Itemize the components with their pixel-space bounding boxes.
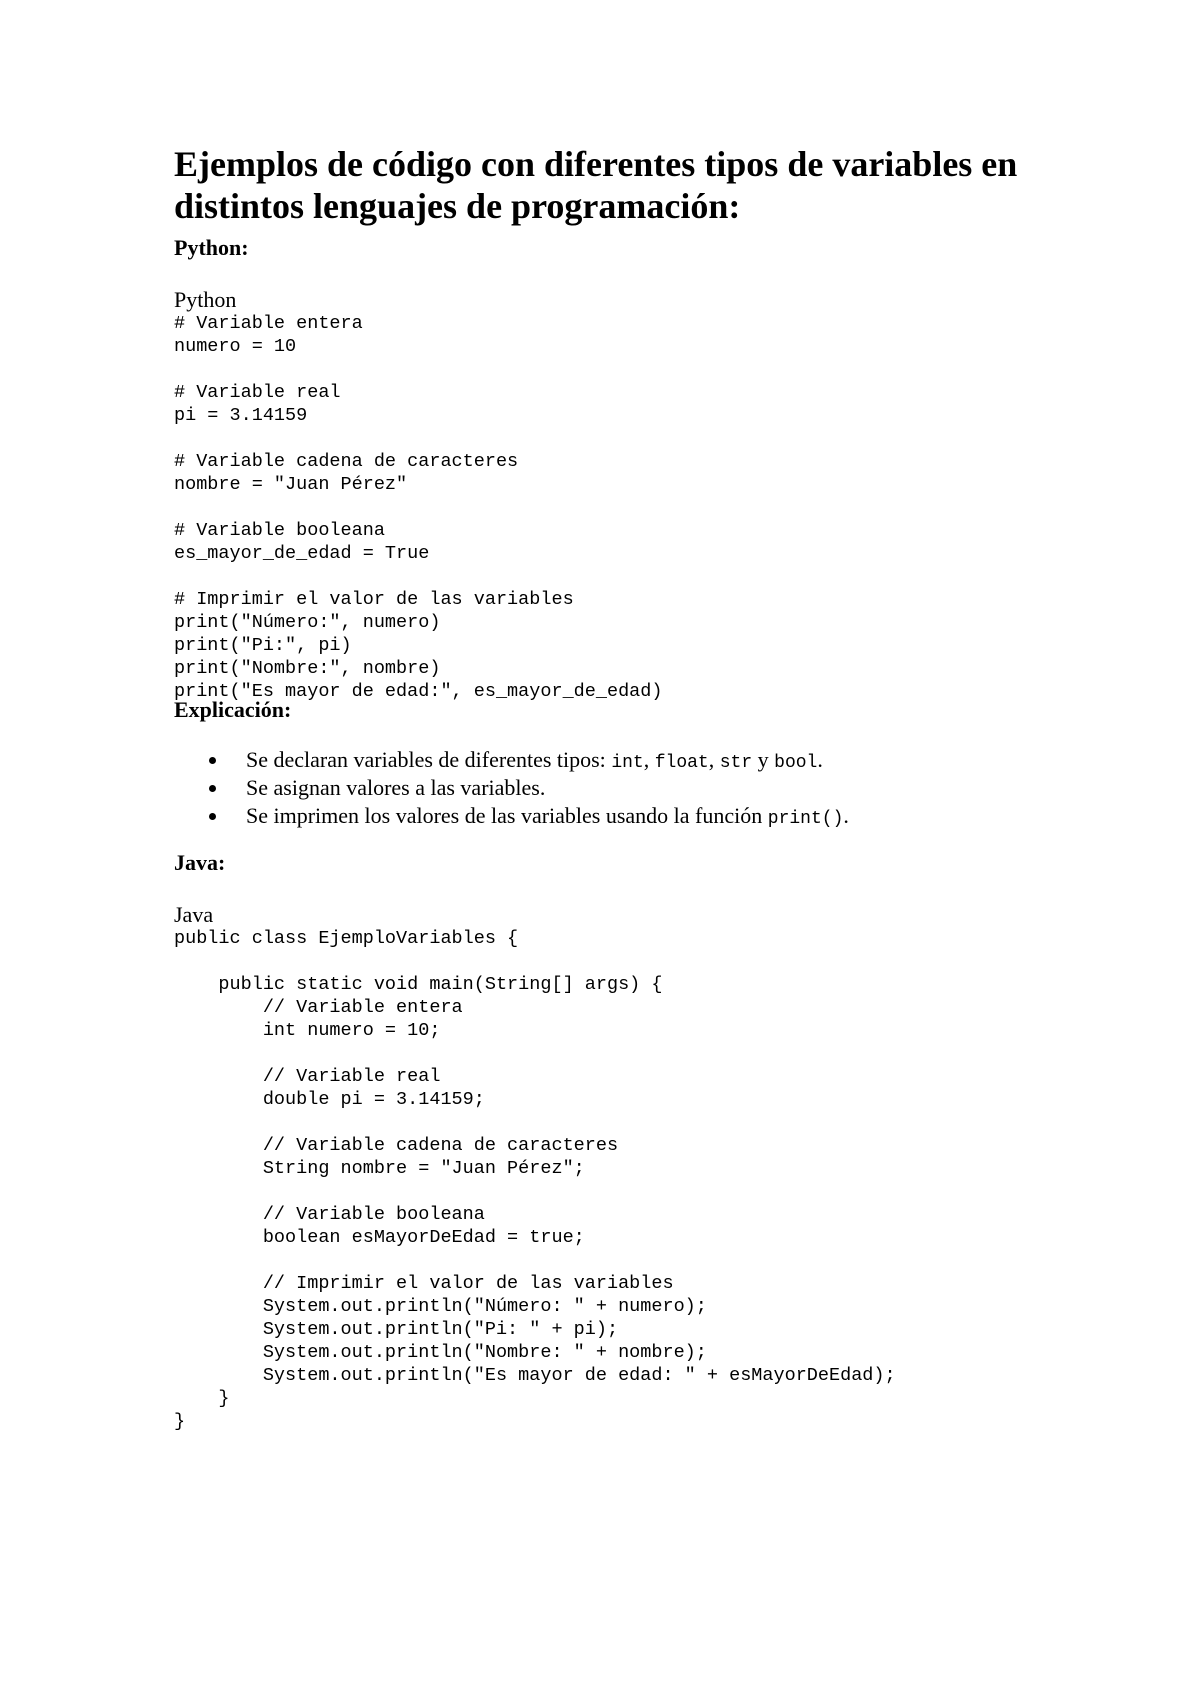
bullet-text: , bbox=[643, 747, 655, 772]
explicacion-heading: Explicación: bbox=[174, 697, 292, 722]
python-code-line: pi = 3.14159 bbox=[174, 405, 308, 426]
bullet-icon bbox=[209, 757, 216, 764]
python-heading: Python: bbox=[174, 235, 249, 260]
python-code-line: print("Número:", numero) bbox=[174, 612, 441, 633]
java-code-line: // Variable entera bbox=[174, 997, 463, 1018]
java-code-line: System.out.println("Nombre: " + nombre); bbox=[174, 1342, 707, 1363]
java-code-block bbox=[174, 927, 896, 1433]
bullet-text: Se asignan valores a las variables. bbox=[246, 775, 546, 800]
java-code-line: System.out.println("Es mayor de edad: " + esMayorDeEdad); bbox=[174, 1365, 896, 1386]
explicacion-list bbox=[174, 746, 849, 830]
python-code-line: # Variable booleana bbox=[174, 520, 385, 541]
java-code-line: int numero = 10; bbox=[174, 1020, 441, 1041]
page-title: Ejemplos de código con diferentes tipos de variables en distintos lenguajes de programación: bbox=[174, 144, 1018, 226]
python-code-line: nombre = "Juan Pérez" bbox=[174, 474, 408, 495]
python-code-line: # Imprimir el valor de las variables bbox=[174, 589, 574, 610]
bullet-text: . bbox=[817, 747, 823, 772]
explicacion-list-item bbox=[174, 774, 849, 802]
java-code-line bbox=[174, 950, 896, 973]
python-code-line: es_mayor_de_edad = True bbox=[174, 543, 430, 564]
java-code-line: // Variable real bbox=[174, 1066, 441, 1087]
java-code-line bbox=[174, 1180, 896, 1203]
java-code-line: public class EjemploVariables { bbox=[174, 928, 519, 949]
python-code-block bbox=[174, 312, 662, 703]
java-code-language-label: Java bbox=[174, 902, 214, 927]
java-code-line: // Variable booleana bbox=[174, 1204, 485, 1225]
python-code-line: numero = 10 bbox=[174, 336, 297, 357]
python-code-language-label: Python bbox=[174, 287, 237, 312]
java-code-line: String nombre = "Juan Pérez"; bbox=[174, 1158, 585, 1179]
bullet-text: . bbox=[843, 803, 849, 828]
java-code-line: double pi = 3.14159; bbox=[174, 1089, 485, 1110]
explicacion-list-item bbox=[174, 802, 849, 830]
bullet-text: Se imprimen los valores de las variables usando la función bbox=[246, 803, 768, 828]
python-code-line: print("Es mayor de edad:", es_mayor_de_edad) bbox=[174, 681, 663, 702]
java-code-line: boolean esMayorDeEdad = true; bbox=[174, 1227, 585, 1248]
python-code-line bbox=[174, 496, 662, 519]
explicacion-list-item bbox=[174, 746, 849, 774]
bullet-text: Se declaran variables de diferentes tipos: bbox=[246, 747, 612, 772]
inline-code: print() bbox=[767, 809, 844, 829]
inline-code: str bbox=[719, 753, 753, 773]
java-code-line bbox=[174, 1111, 896, 1134]
python-code-line: print("Nombre:", nombre) bbox=[174, 658, 441, 679]
java-code-line: System.out.println("Pi: " + pi); bbox=[174, 1319, 619, 1340]
python-code-line: # Variable cadena de caracteres bbox=[174, 451, 519, 472]
java-heading: Java: bbox=[174, 850, 226, 875]
inline-code: bool bbox=[774, 753, 818, 773]
python-code-line: # Variable entera bbox=[174, 313, 363, 334]
bullet-icon bbox=[209, 813, 216, 820]
java-code-line: // Variable cadena de caracteres bbox=[174, 1135, 619, 1156]
python-code-line: print("Pi:", pi) bbox=[174, 635, 352, 656]
java-code-line: } bbox=[174, 1411, 186, 1432]
inline-code: float bbox=[654, 753, 709, 773]
python-code-line bbox=[174, 565, 662, 588]
bullet-text: , bbox=[708, 747, 720, 772]
python-code-line bbox=[174, 358, 662, 381]
inline-code: int bbox=[611, 753, 644, 773]
python-code-line: # Variable real bbox=[174, 382, 341, 403]
java-code-line: } bbox=[174, 1388, 230, 1409]
java-code-line: System.out.println("Número: " + numero); bbox=[174, 1296, 707, 1317]
java-code-line: public static void main(String[] args) { bbox=[174, 974, 663, 995]
bullet-text: y bbox=[752, 747, 775, 772]
java-code-line bbox=[174, 1042, 896, 1065]
java-code-line: // Imprimir el valor de las variables bbox=[174, 1273, 674, 1294]
python-code-line bbox=[174, 427, 662, 450]
bullet-icon bbox=[209, 785, 216, 792]
java-code-line bbox=[174, 1249, 896, 1272]
